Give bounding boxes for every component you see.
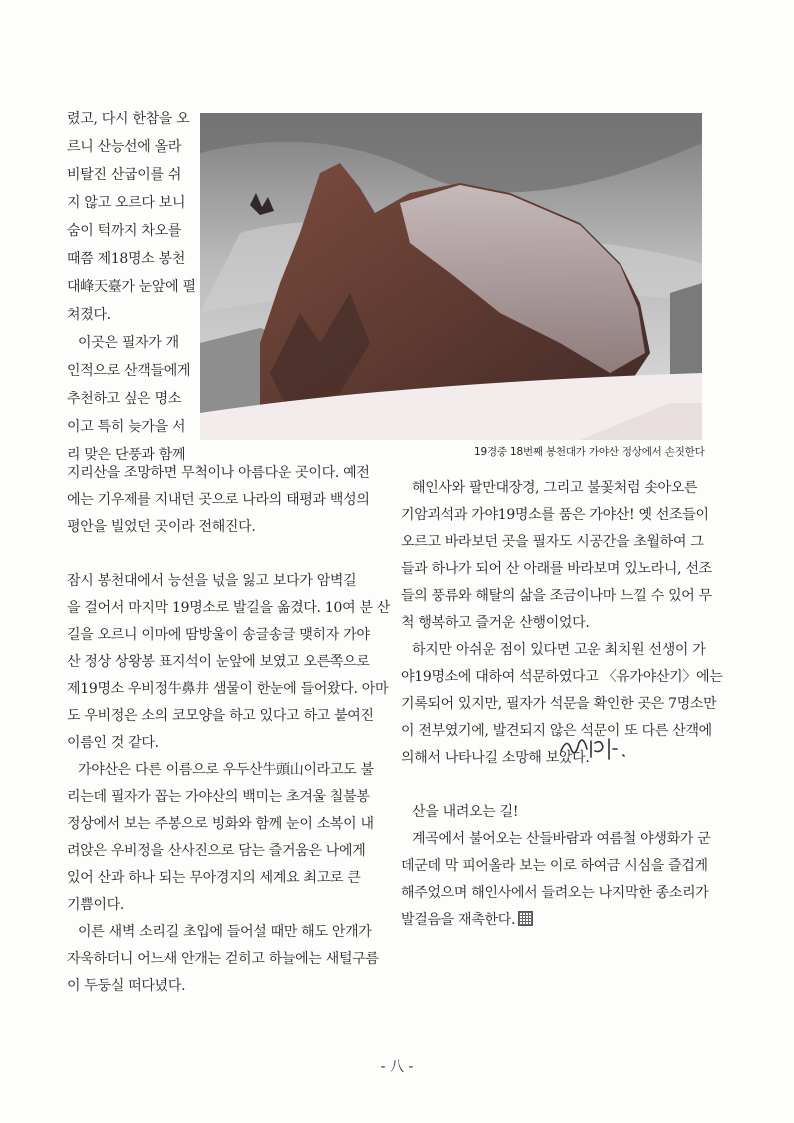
left-text-line: 이 두둥실 떠다녔다. <box>67 978 186 994</box>
left-text-line: 숨이 턱까지 차오를 <box>67 223 182 239</box>
left-text-line: 이곳은 필자가 개 <box>78 335 179 351</box>
right-text-span: 발걸음을 재촉한다. <box>401 912 516 928</box>
left-text-line: 리는데 필자가 꼽는 가야산의 백미는 초겨울 칠불봉 <box>67 789 370 805</box>
left-text-line: 을 걸어서 마지막 19명소로 발길을 옮겼다. 10여 분 산 <box>67 600 391 616</box>
left-text-line: 있어 산과 하나 되는 무아경지의 세계요 최고로 큰 <box>67 870 361 886</box>
left-text-line: 기쁨이다. <box>67 897 125 913</box>
right-text-line: 들과 하나가 되어 산 아래를 바라보며 있노라니, 선조 <box>401 561 712 577</box>
end-mark-icon <box>518 911 533 926</box>
right-text-line: 산을 내려오는 길! <box>412 804 519 820</box>
mountain-peak-photo <box>200 113 702 440</box>
right-text-line: 척 행복하고 즐거운 산행이었다. <box>401 615 590 631</box>
left-text-line: 지리산을 조망하면 무척이나 아름다운 곳이다. 예전 <box>67 465 370 481</box>
right-text-line: 데군데 막 피어올라 보는 이로 하여금 시심을 즐겁게 <box>401 858 708 874</box>
right-text-line: 계곡에서 불어오는 산들바람과 여름철 야생화가 군 <box>412 831 711 847</box>
left-text-line: 대峰天臺가 눈앞에 펼 <box>67 279 196 295</box>
left-text-line: 자욱하더니 어느새 안개는 걷히고 하늘에는 새털구름 <box>67 951 379 967</box>
left-text-line: 지 않고 오르다 보니 <box>67 195 186 211</box>
right-text-line: 이 전부였기에, 발견되지 않은 석문이 또 다른 산객에 <box>401 723 712 739</box>
left-text-line: 때쯤 제18명소 봉천 <box>67 251 186 267</box>
left-text-line: 제19명소 우비정牛鼻井 샘물이 한눈에 들어왔다. 아마 <box>67 681 389 697</box>
left-text-line: 비탈진 산굽이를 쉬 <box>67 167 182 183</box>
right-text-line: 오르고 바라보던 곳을 필자도 시공간을 초월하여 그 <box>401 534 704 550</box>
left-text-line: 정상에서 보는 주봉으로 빙화와 함께 눈이 소복이 내 <box>67 816 374 832</box>
right-text-line: 의해서 나타나길 소망해 보았다. <box>401 750 590 766</box>
left-text-line: 잠시 봉천대에서 능선을 넋을 잃고 보다가 암벽길 <box>67 573 357 589</box>
right-text-line: 기암괴석과 가야19명소를 품은 가야산! 옛 선조들이 <box>401 507 709 523</box>
left-text-line: 인적으로 산객들에게 <box>67 363 191 379</box>
right-text-line: 하지만 아쉬운 점이 있다면 고운 최치원 선생이 가 <box>412 642 706 658</box>
left-text-line: 도 우비정은 소의 코모양을 하고 있다고 하고 붙여진 <box>67 708 374 724</box>
left-text-line: 산 정상 상왕봉 표지석이 눈앞에 보였고 오른쪽으로 <box>67 654 370 670</box>
left-text-line: 가야산은 다른 이름으로 우두산牛頭山이라고도 불 <box>78 762 374 778</box>
photo-caption: 19경중 18번째 봉천대가 가야산 정상에서 손짓한다 <box>474 446 705 458</box>
left-text-line: 추천하고 싶은 명소 <box>67 391 182 407</box>
left-text-line: 리 맞은 단풍과 함께 <box>67 447 186 463</box>
left-text-line: 평안을 빌었던 곳이라 전해진다. <box>67 519 256 535</box>
left-text-line: 에는 기우제를 지내던 곳으로 나라의 태평과 백성의 <box>67 492 370 508</box>
left-text-line: 렸고, 다시 한참을 오 <box>67 111 190 127</box>
left-text-line: 이른 새벽 소리길 초입에 들어설 때만 해도 안개가 <box>78 924 372 940</box>
left-text-line: 쳐졌다. <box>67 307 111 323</box>
page-number: - 八 - <box>380 1059 414 1075</box>
right-text-line: 들의 풍류와 해탈의 삶을 조금이나마 느낄 수 있어 무 <box>401 588 712 604</box>
left-text-line: 이고 특히 늦가을 서 <box>67 419 186 435</box>
left-text-line: 르니 산능선에 올라 <box>67 139 182 155</box>
left-text-line: 이름인 것 같다. <box>67 735 159 751</box>
right-text-line-last <box>401 911 533 929</box>
left-text-line: 려앉은 우비정을 산사진으로 담는 즐거움은 나에게 <box>67 843 366 859</box>
right-text-line: 야19명소에 대하여 석문하였다고 〈유가야산기〉에는 <box>401 669 723 685</box>
right-text-line: 해인사와 팔만대장경, 그리고 불꽃처럼 솟아오른 <box>412 480 698 496</box>
left-text-line: 길을 오르니 이마에 땀방울이 송글송글 맺히자 가야 <box>67 627 370 643</box>
handwritten-scribble <box>557 733 627 763</box>
right-text-line: 기록되어 있지만, 필자가 석문을 확인한 곳은 7명소만 <box>401 696 717 712</box>
right-text-line: 해주었으며 해인사에서 들려오는 나지막한 종소리가 <box>401 885 709 901</box>
